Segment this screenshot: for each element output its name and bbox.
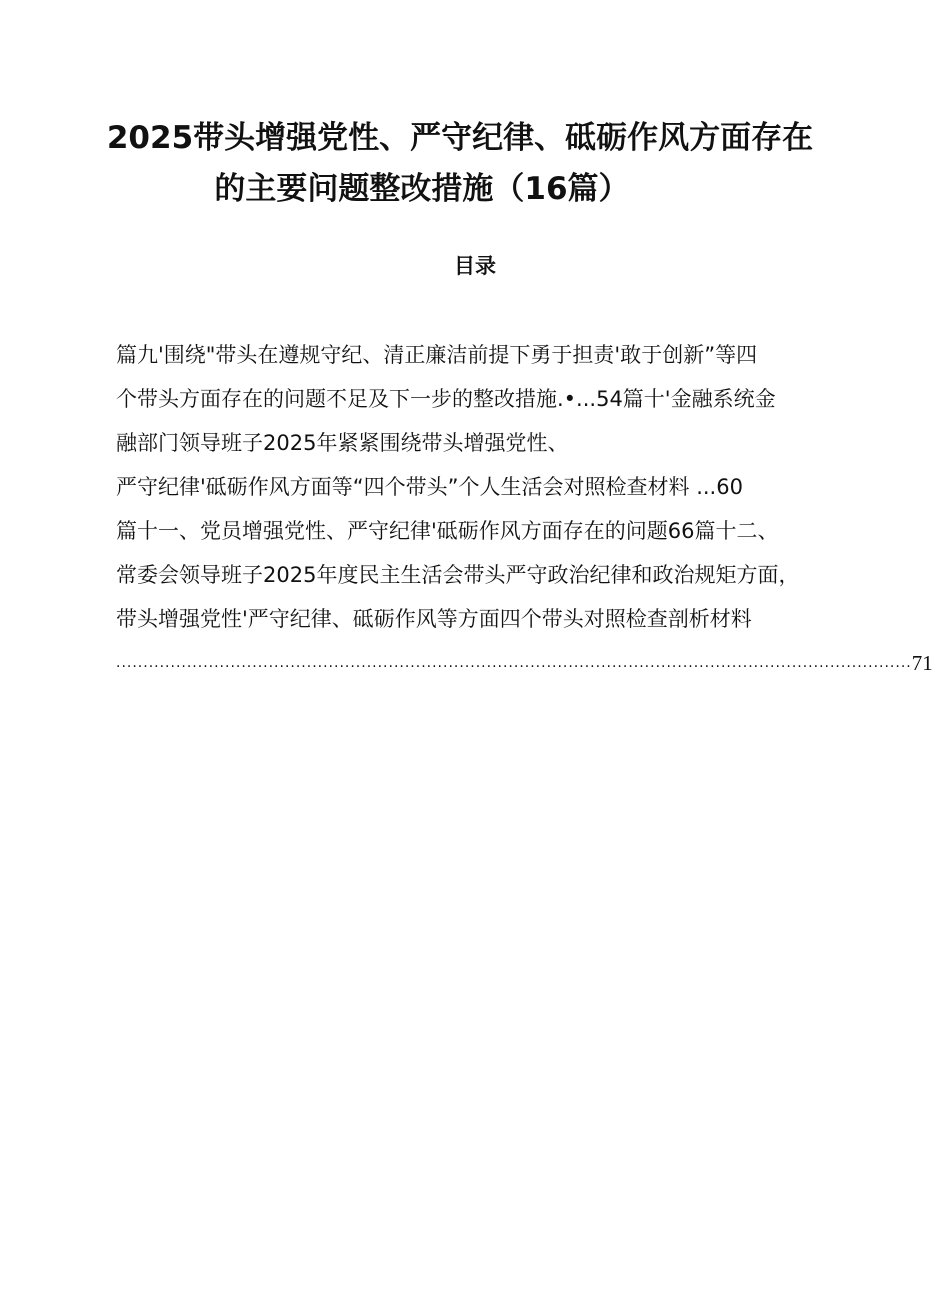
document-title-line-2: 的主要问题整改措施（16篇） [214,171,630,207]
toc-line: 严守纪律'砥砺作风方面等“四个带头”个人生活会对照检查材料 ...60 [116,475,743,499]
toc-line: 个带头方面存在的问题不足及下一步的整改措施.•...54篇十'金融系统金 [116,387,776,411]
toc-line: 融部门领导班子2025年紧紧围绕带头增强党性、 [116,431,569,455]
toc-leader-dots: .................................................................................................................................................. [116,655,912,671]
document-title-line-1: 2025带头增强党性、严守纪律、砥砺作风方面存在 [106,120,814,156]
toc-heading: 目录 [454,254,496,278]
toc-leader-line [116,648,933,678]
toc-line: 带头增强党性'严守纪律、砥砺作风等方面四个带头对照检查剖析材料 [116,607,752,631]
toc-page-number: 71 [911,651,933,675]
toc-line: 常委会领导班子2025年度民主生活会带头严守政治纪律和政治规矩方面， [116,563,800,587]
toc-line: 篇九'围绕"带头在遵规守纪、清正廉洁前提下勇于担责'敢于创新”等四 [116,343,758,367]
toc-line: 篇十一、党员增强党性、严守纪律'砥砺作风方面存在的问题66篇十二、 [116,519,779,543]
